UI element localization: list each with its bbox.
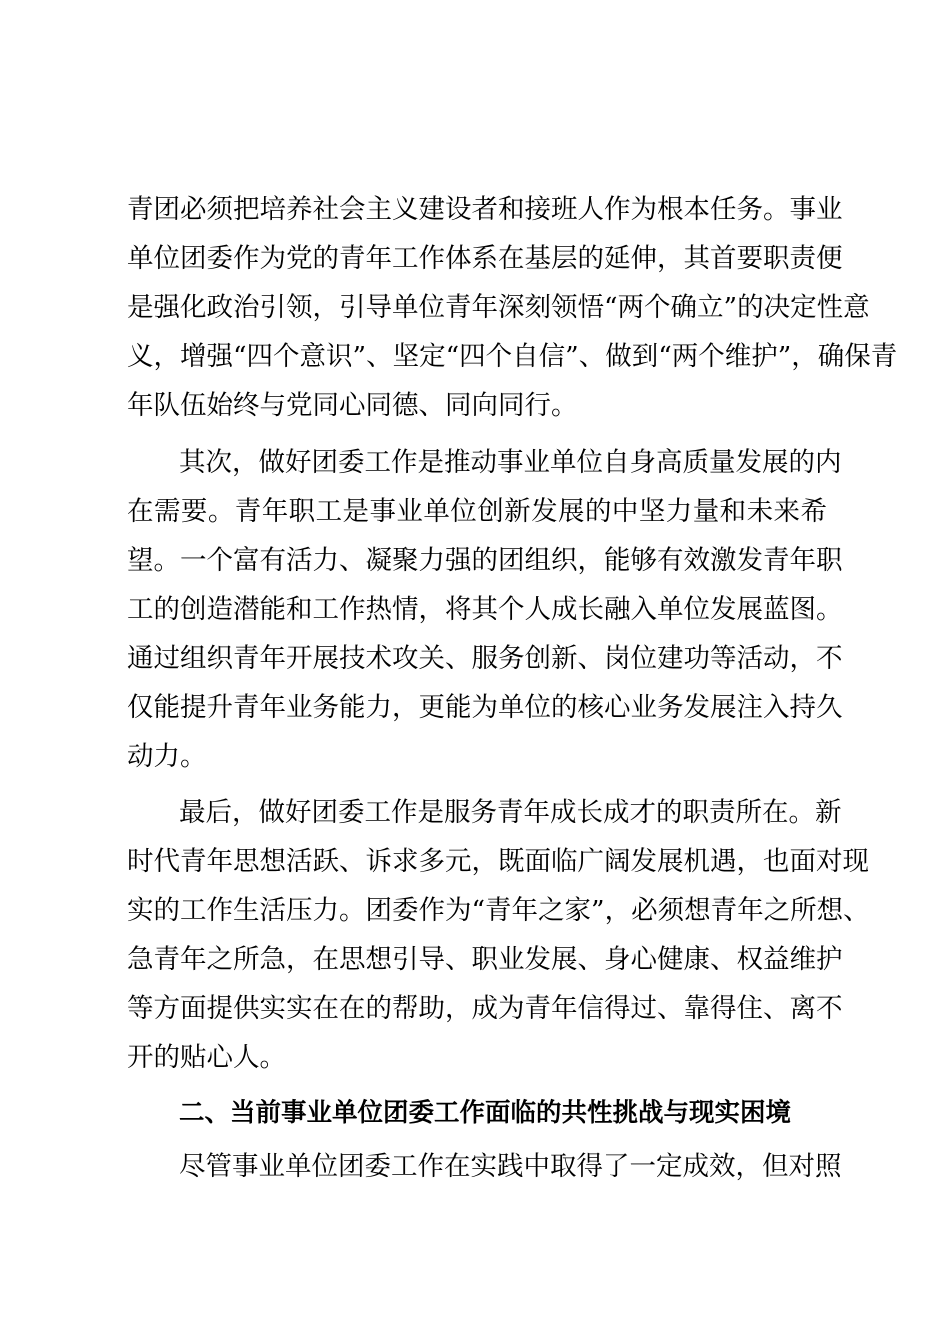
paragraph-line: 工的创造潜能和工作热情，将其个人成长融入单位发展蓝图。 <box>127 594 843 625</box>
paragraph-line: 义，增强“四个意识”、坚定“四个自信”、做到“两个维护”，确保青 <box>127 341 898 372</box>
paragraph-line: 尽管事业单位团委工作在实践中取得了一定成效，但对照 <box>179 1151 842 1182</box>
section-heading: 二、当前事业单位团委工作面临的共性挑战与现实困境 <box>179 1098 792 1128</box>
paragraph-line: 在需要。青年职工是事业单位创新发展的中坚力量和未来希 <box>127 496 827 527</box>
paragraph-line: 动力。 <box>127 741 207 772</box>
paragraph-line: 通过组织青年开展技术攻关、服务创新、岗位建功等活动，不 <box>127 643 843 674</box>
paragraph-line: 是强化政治引领，引导单位青年深刻领悟“两个确立”的决定性意 <box>127 292 870 323</box>
paragraph-line: 青团必须把培养社会主义建设者和接班人作为根本任务。事业 <box>127 194 843 225</box>
paragraph-line: 实的工作生活压力。团委作为“青年之家”，必须想青年之所想、 <box>127 895 870 926</box>
paragraph-line: 等方面提供实实在在的帮助，成为青年信得过、靠得住、离不 <box>127 993 843 1024</box>
paragraph-line: 单位团委作为党的青年工作体系在基层的延伸，其首要职责便 <box>127 243 843 274</box>
paragraph-line: 最后，做好团委工作是服务青年成长成才的职责所在。新 <box>179 797 842 828</box>
paragraph-line: 其次，做好团委工作是推动事业单位自身高质量发展的内 <box>179 447 842 478</box>
paragraph-line: 仅能提升青年业务能力，更能为单位的核心业务发展注入持久 <box>127 692 843 723</box>
paragraph-line: 开的贴心人。 <box>127 1042 286 1073</box>
paragraph-line: 急青年之所急，在思想引导、职业发展、身心健康、权益维护 <box>127 944 843 975</box>
paragraph-line: 望。一个富有活力、凝聚力强的团组织，能够有效激发青年职 <box>127 545 843 576</box>
paragraph-line: 时代青年思想活跃、诉求多元，既面临广阔发展机遇，也面对现 <box>127 846 869 877</box>
paragraph-line: 年队伍始终与党同心同德、同向同行。 <box>127 390 578 421</box>
